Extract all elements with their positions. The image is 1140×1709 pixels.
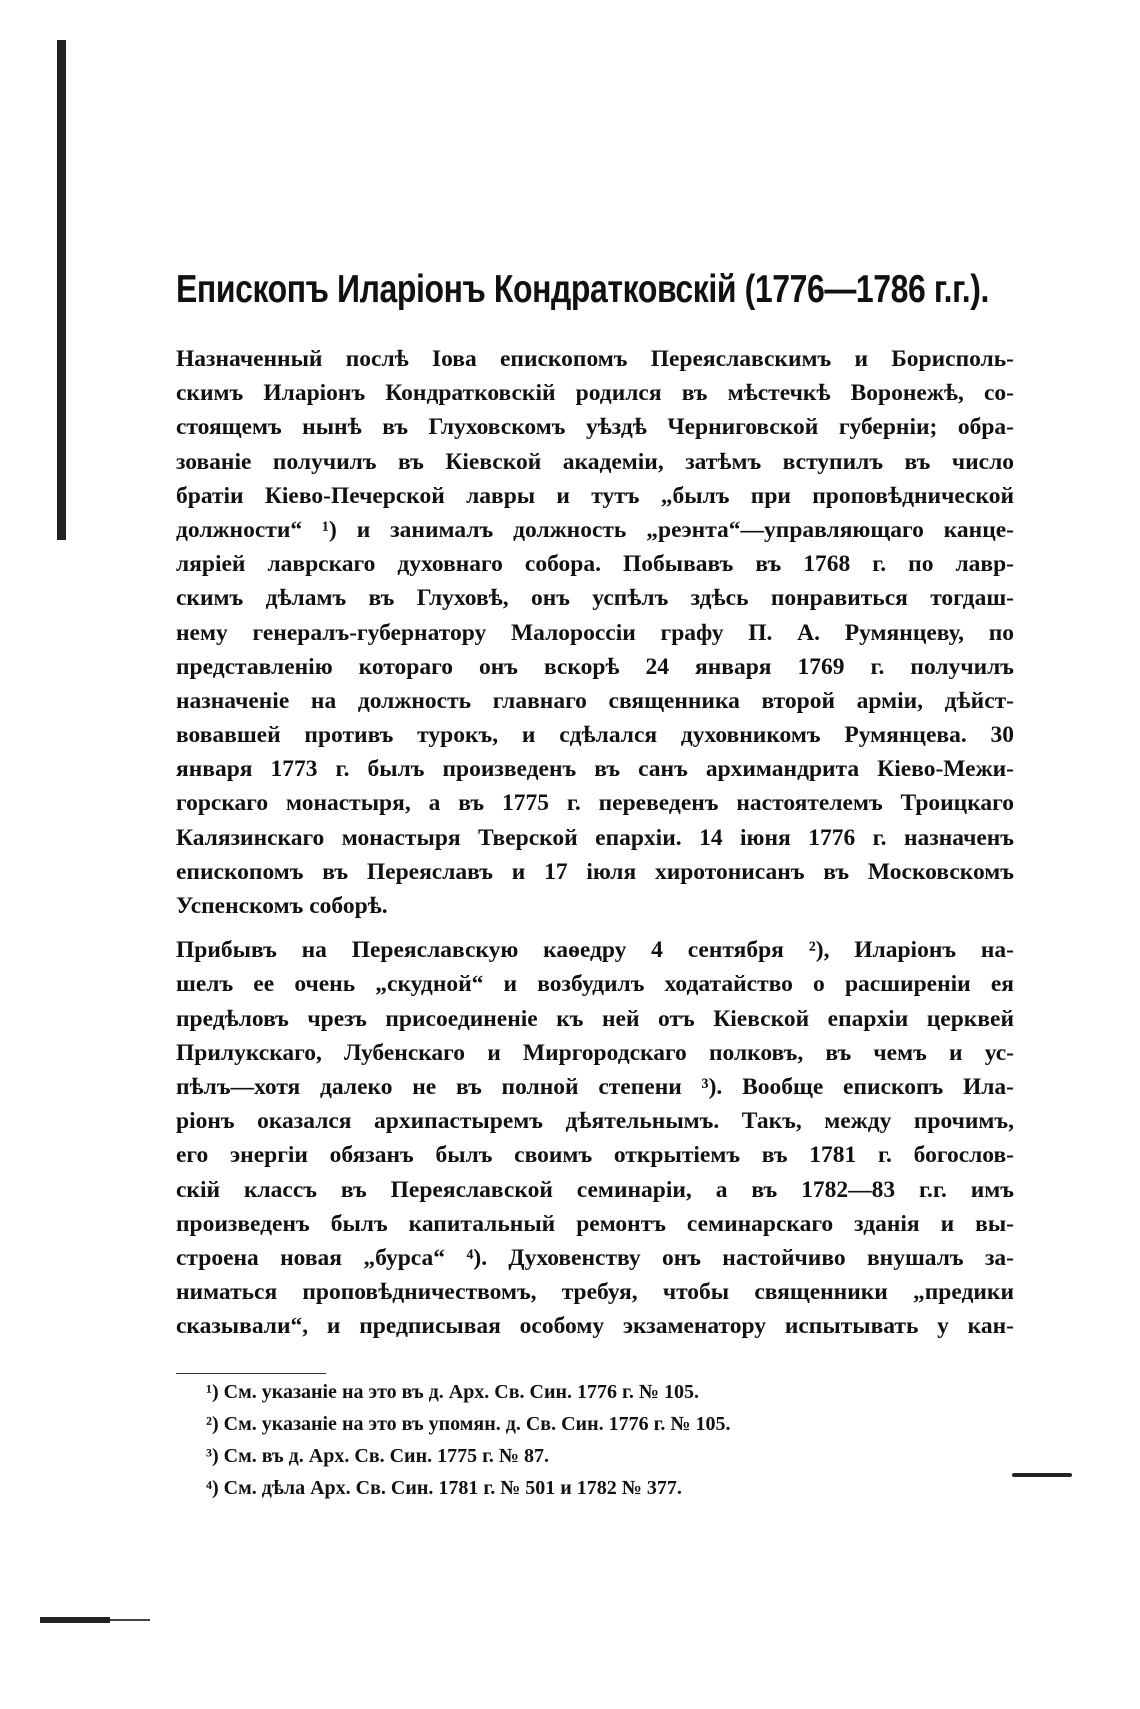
- scan-edge-mark-bottom: [40, 1617, 110, 1623]
- page-title: Епископъ Иларіонъ Кондратковскій (1776—1786 г.г.).: [176, 268, 989, 311]
- footnote-1: ¹) См. указаніе на это въ д. Арх. Св. Син. 1776 г. № 105.: [206, 1381, 699, 1403]
- text-line: предѣловъ чрезъ присоединеніе къ ней отъ Кіевской епархіи церквей: [176, 1005, 1014, 1032]
- text-line: назначеніе на должность главнаго священника второй арміи, дѣйст-: [176, 687, 1014, 714]
- text-line: января 1773 г. былъ произведенъ въ санъ архимандрита Кіево-Межи-: [176, 756, 1014, 783]
- text-line: должности“ ¹) и занималъ должность „реэнта“—управляющаго канце-: [176, 516, 1014, 543]
- text-line: вовавшей противъ турокъ, и сдѣлался духовникомъ Румянцева. 30: [176, 722, 1014, 749]
- scan-edge-mark-bottom-thin: [110, 1619, 150, 1621]
- text-line: скій классъ въ Переяславской семинаріи, а въ 1782—83 г.г. имъ: [176, 1176, 1014, 1203]
- footnote-2: ²) См. указаніе на это въ упомян. д. Св. Син. 1776 г. № 105.: [206, 1413, 731, 1435]
- text-line: представленію котораго онъ вскорѣ 24 января 1769 г. получилъ: [176, 653, 1014, 680]
- text-line: ріонъ оказался архипастыремъ дѣятельнымъ. Такъ, между прочимъ,: [176, 1108, 1014, 1135]
- footnote-rule: [176, 1373, 326, 1374]
- scan-edge-mark-right: [1012, 1473, 1072, 1477]
- body-text: [176, 342, 1014, 1343]
- text-line: епископомъ въ Переяславъ и 17 іюля хиротонисанъ въ Московскомъ: [176, 858, 1014, 885]
- text-line: ляріей лаврскаго духовнаго собора. Побывавъ въ 1768 г. по лавр-: [176, 551, 1014, 578]
- footnote-4: ⁴) См. дѣла Арх. Св. Син. 1781 г. № 501 и 1782 № 377.: [206, 1477, 682, 1499]
- text-line: Прилукскаго, Лубенскаго и Миргородскаго полковъ, въ чемъ и ус-: [176, 1039, 1014, 1066]
- text-line: зованіе получилъ въ Кіевской академіи, затѣмъ вступилъ въ число: [176, 448, 1014, 475]
- text-line: нему генералъ-губернатору Малороссіи графу П. А. Румянцеву, по: [176, 619, 1014, 646]
- paragraph-1: [176, 342, 1014, 923]
- text-line: скимъ дѣламъ въ Глуховѣ, онъ успѣлъ здѣсь понравиться тогдаш-: [176, 585, 1014, 612]
- text-line: Калязинскаго монастыря Тверской епархіи. 14 іюня 1776 г. назначенъ: [176, 824, 1014, 851]
- footnotes: [176, 1373, 1014, 1504]
- text-line: стоящемъ нынѣ въ Глуховскомъ уѣздѣ Черниговской губерніи; обра-: [176, 414, 1014, 441]
- text-line: скимъ Иларіонъ Кондратковскій родился въ мѣстечкѣ Воронежѣ, со-: [176, 380, 1014, 407]
- scan-edge-mark: [57, 40, 66, 540]
- text-line: шелъ ее очень „скудной“ и возбудилъ ходатайство о расширеніи ея: [176, 971, 1014, 998]
- text-line: пѣлъ—хотя далеко не въ полной степени ³). Вообще епископъ Ила-: [176, 1073, 1014, 1100]
- text-line: ниматься проповѣдничествомъ, требуя, чтобы священники „предики: [176, 1279, 1014, 1306]
- text-line: произведенъ былъ капитальный ремонтъ семинарскаго зданія и вы-: [176, 1210, 1014, 1237]
- text-line: сказывали“, и предписывая особому экзаменатору испытывать у кан-: [176, 1313, 1014, 1340]
- text-line: его энергіи обязанъ былъ своимъ открытіемъ въ 1781 г. богослов-: [176, 1142, 1014, 1169]
- text-line: Прибывъ на Переяславскую каѳедру 4 сентября ²), Иларіонъ на-: [176, 937, 1014, 964]
- text-line: братіи Кіево-Печерской лавры и тутъ „былъ при проповѣднической: [176, 482, 1014, 509]
- text-line: Назначенный послѣ Іова епископомъ Переяславскимъ и Борисполь-: [176, 346, 1014, 372]
- text-line: горскаго монастыря, а въ 1775 г. переведенъ настоятелемъ Троицкаго: [176, 790, 1014, 817]
- footnote-3: ³) См. въ д. Арх. Св. Син. 1775 г. № 87.: [206, 1445, 550, 1467]
- text-line: строена новая „бурса“ ⁴). Духовенству онъ настойчиво внушалъ за-: [176, 1244, 1014, 1271]
- text-line: Успенскомъ соборѣ.: [176, 893, 388, 919]
- paragraph-2: [176, 933, 1014, 1343]
